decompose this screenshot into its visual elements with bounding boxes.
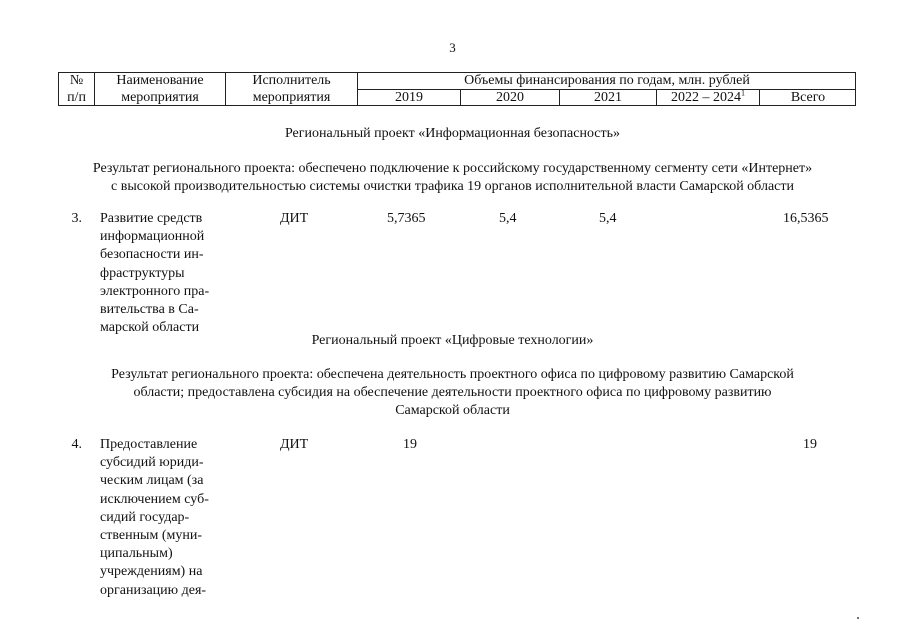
row-event-name: Предоставление субсидий юриди- ческим лицам (за исключением суб- сидий государ- ственным (муни- ципальным) учреждениям) на организацию дея- xyxy=(100,437,209,598)
row-value-2019: 19 xyxy=(403,437,417,452)
header-year-2021: 2021 xyxy=(594,90,622,105)
row-executor: ДИТ xyxy=(280,211,309,226)
result-line: Результат регионального проекта: обеспечена деятельность проектного офиса по цифровому развитию Самарской xyxy=(111,367,794,382)
project-result-2 xyxy=(40,366,865,420)
header-num-line1: № xyxy=(69,73,84,88)
scan-mark xyxy=(857,617,859,619)
header-num-line2: п/п xyxy=(67,90,86,105)
result-line: области; предоставлена субсидия на обеспечение деятельности проектного офиса по цифровому развитию xyxy=(133,385,772,400)
header-year-2019: 2019 xyxy=(395,90,423,105)
row-value-2019: 5,7365 xyxy=(387,211,426,226)
header-executor-line2: мероприятия xyxy=(252,90,331,105)
result-line: с высокой производительностью системы очистки трафика 19 органов исполнительной власти Самарской области xyxy=(111,179,794,194)
row-number: 3. xyxy=(71,211,82,226)
header-name-line2: мероприятия xyxy=(121,90,199,105)
page-number: 3 xyxy=(449,40,456,55)
row-value-total: 19 xyxy=(803,437,817,452)
project-title-2: Региональный проект «Цифровые технологии» xyxy=(311,333,594,348)
project-title-1: Региональный проект «Информационная безопасность» xyxy=(284,126,621,141)
footnote-mark: 1 xyxy=(741,88,745,98)
header-year-2022-2024: 2022 – 2024$^1$ xyxy=(671,88,745,105)
header-executor-line1: Исполнитель xyxy=(252,73,331,88)
header-total: Всего xyxy=(790,90,826,105)
header-name-line1: Наименование xyxy=(116,73,204,88)
row-value-2021: 5,4 xyxy=(599,211,617,226)
project-result-1 xyxy=(40,160,865,196)
row-value-total: 16,5365 xyxy=(783,211,829,226)
table-header xyxy=(58,72,856,106)
row-number: 4. xyxy=(71,437,82,452)
result-line: Результат регионального проекта: обеспечено подключение к российскому государственному сегменту сети «Интернет» xyxy=(92,161,813,176)
header-funding-title: Объемы финансирования по годам, млн. рублей xyxy=(464,73,750,88)
result-line: Самарской области xyxy=(395,403,510,418)
row-event-name: Развитие средств информационной безопасности ин- фраструктуры электронного пра- вительства в Са- марской области xyxy=(100,211,210,336)
row-executor: ДИТ xyxy=(280,437,309,452)
row-value-2020: 5,4 xyxy=(499,211,517,226)
header-year-2020: 2020 xyxy=(496,90,524,105)
